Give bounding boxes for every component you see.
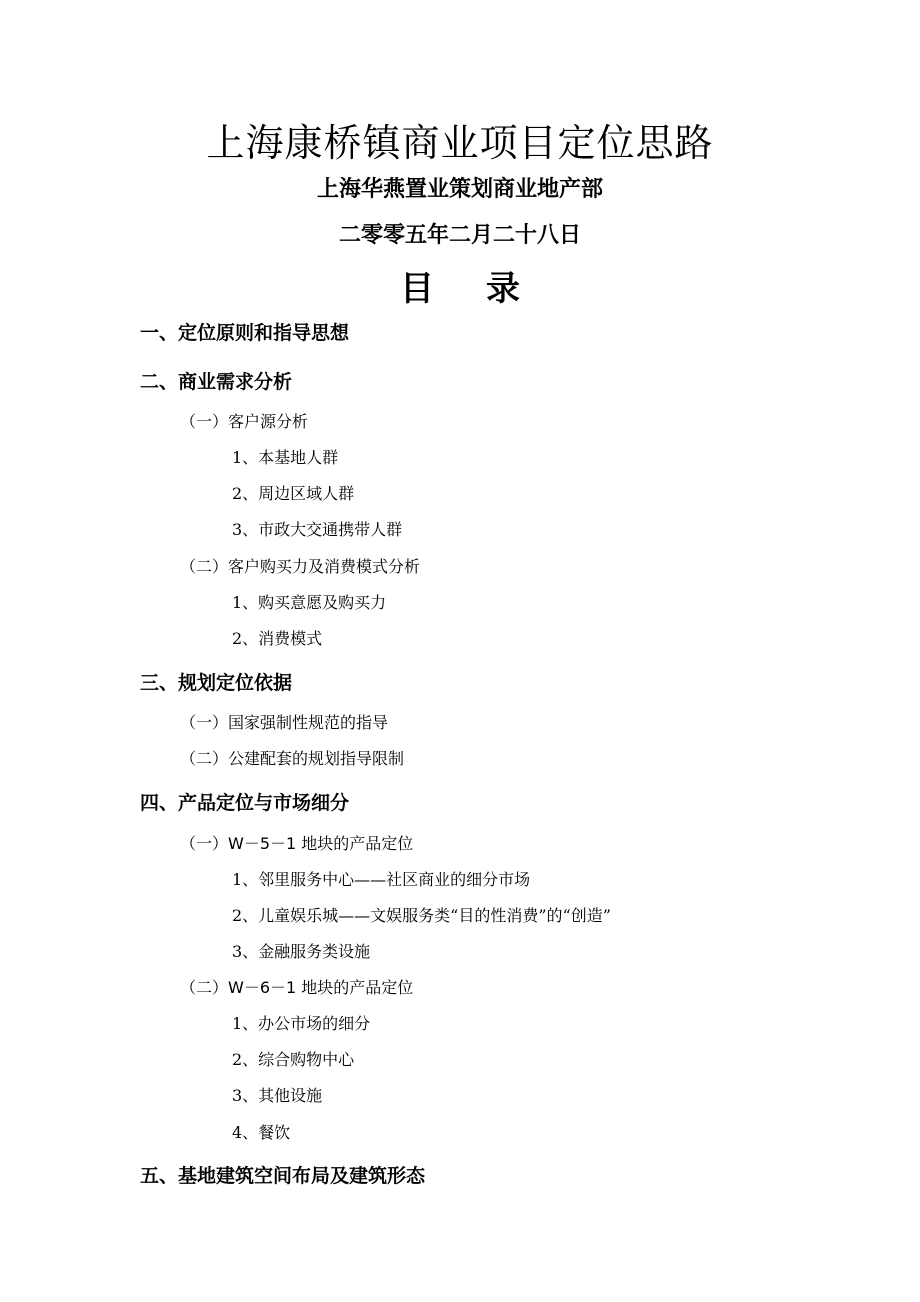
document-date: 二零零五年二月二十八日	[338, 223, 581, 248]
toc-item: 2、消费模式	[232, 629, 323, 648]
document-title: 上海康桥镇商业项目定位思路	[206, 121, 714, 165]
toc-item: 4、餐饮	[232, 1123, 291, 1142]
toc-heading	[0, 261, 920, 310]
toc-item: 3、市政大交通携带人群	[232, 520, 403, 539]
toc-section-2: 二、商业需求分析	[140, 371, 293, 393]
toc-subsection: （一）W－5－1 地块的产品定位	[180, 834, 414, 853]
toc-subsection: （二）客户购买力及消费模式分析	[180, 557, 421, 576]
toc-section-1: 一、定位原则和指导思想	[140, 322, 350, 344]
company-name: 上海华燕置业策划商业地产部	[316, 177, 603, 202]
toc-item: 2、周边区域人群	[232, 484, 355, 503]
toc-item: 3、金融服务类设施	[232, 942, 371, 961]
toc-heading-char-1: 目	[400, 269, 434, 309]
toc-item: 2、儿童娱乐城——文娱服务类“目的性消费”的“创造”	[232, 906, 611, 925]
toc-section-5: 五、基地建筑空间布局及建筑形态	[140, 1165, 426, 1187]
toc-item: 2、综合购物中心	[232, 1050, 355, 1069]
toc-subsection: （一）国家强制性规范的指导	[180, 713, 389, 732]
toc-subsection: （二）W－6－1 地块的产品定位	[180, 978, 414, 997]
toc-section-4: 四、产品定位与市场细分	[140, 792, 350, 814]
toc-item: 1、邻里服务中心——社区商业的细分市场	[232, 870, 531, 889]
toc-subsection: （二）公建配套的规划指导限制	[180, 749, 405, 768]
toc-item: 3、其他设施	[232, 1086, 323, 1105]
toc-item: 1、购买意愿及购买力	[232, 593, 387, 612]
toc-section-3: 三、规划定位依据	[140, 672, 293, 694]
toc-item: 1、办公市场的细分	[232, 1014, 371, 1033]
toc-item: 1、本基地人群	[232, 448, 339, 467]
toc-heading-char-2: 录	[486, 269, 520, 309]
toc-subsection: （一）客户源分析	[180, 412, 309, 431]
